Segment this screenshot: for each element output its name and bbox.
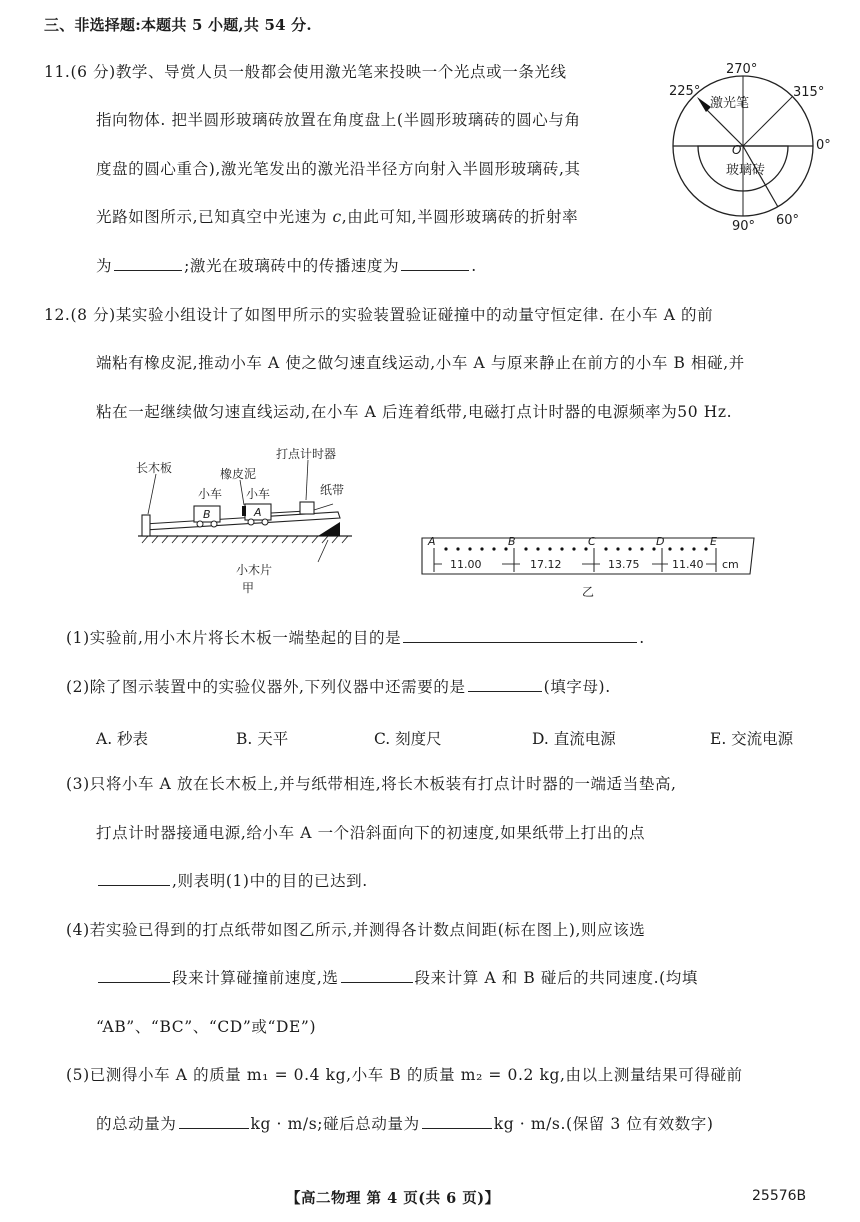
q12-blank-3[interactable]: [98, 884, 170, 886]
wood-block: [318, 522, 340, 536]
q12-part-4-line-3: “AB”、“BC”、“CD”或“DE”): [96, 1018, 317, 1036]
line-315: [743, 97, 792, 146]
tape-point-d: D: [656, 535, 665, 548]
board-leader: [148, 474, 156, 514]
option-a: A. 秒表: [96, 730, 149, 748]
label-timer: 打点计时器: [276, 447, 337, 461]
q12-part-5-line-2: 的总动量为 kg · m/s;碰后总动量为 kg · m/s.(保留 3 位有效数字): [96, 1115, 714, 1133]
label-225: 225°: [669, 84, 701, 99]
cart-a-letter: A: [254, 506, 262, 519]
q12-part-4-line-2: 段来计算碰撞前速度,选 段来计算 A 和 B 碰后的共同速度.(均填: [96, 971, 698, 987]
tape-point-b: B: [508, 535, 516, 548]
option-c: C. 刻度尺: [374, 730, 442, 748]
label-block: 小木片: [236, 563, 273, 577]
option-d: D. 直流电源: [532, 730, 616, 748]
label-glass-brick: 玻璃砖: [726, 163, 766, 178]
distance-de: 11.40: [672, 558, 704, 571]
figure-yi-tape: [418, 534, 758, 600]
laser-pen-icon: [697, 97, 711, 112]
q12-part-3-line-3: ,则表明(1)中的目的已达到.: [96, 874, 368, 890]
q12-line-2: 端粘有橡皮泥,推动小车 A 使之做匀速直线运动,小车 A 与原来静止在前方的小车 B 相碰,并: [96, 354, 745, 372]
block-leader: [318, 540, 328, 562]
q12-blank-2[interactable]: [468, 690, 542, 692]
timer-leader: [306, 460, 308, 500]
q12-part-5-line-1: (5)已测得小车 A 的质量 m₁ = 0.4 kg,小车 B 的质量 m₂ = 0.2 kg,由以上测量结果可得碰前: [66, 1066, 743, 1084]
q12-line-1: 12.(8 分)某实验小组设计了如图甲所示的实验装置验证碰撞中的动量守恒定律. 在小车 A 的前: [44, 306, 714, 324]
label-90: 90°: [732, 219, 756, 234]
q12-part-3-line-2: 打点计时器接通电源,给小车 A 一个沿斜面向下的初速度,如果纸带上打出的点: [96, 824, 646, 842]
page-footer: 【高二物理 第 4 页(共 6 页)】: [286, 1190, 500, 1207]
label-cart-a: 小车: [246, 487, 271, 501]
q11-line-2: 指向物体. 把半圆形玻璃砖放置在角度盘上(半圆形玻璃砖的圆心与角: [96, 111, 581, 129]
label-cart-b: 小车: [198, 487, 223, 501]
label-0: 0°: [816, 138, 831, 153]
label-center-O: O: [732, 143, 742, 157]
ground-hatching: [142, 536, 348, 543]
q12-part-2: (2)除了图示装置中的实验仪器外,下列仪器中还需要的是 (填字母).: [66, 678, 611, 696]
q11-line-4: 光路如图所示,已知真空中光速为 c,由此可知,半圆形玻璃砖的折射率: [96, 208, 579, 226]
tape-leader: [314, 504, 333, 510]
distance-bc: 17.12: [530, 558, 562, 571]
tape-point-a: A: [428, 535, 436, 548]
section-title: 三、非选择题:本题共 5 小题,共 54 分.: [44, 16, 312, 34]
distance-cd: 13.75: [608, 558, 640, 571]
q12-blank-1[interactable]: [403, 641, 637, 643]
option-b: B. 天平: [236, 730, 289, 748]
q12-blank-4b[interactable]: [341, 981, 413, 983]
incident-ray: [706, 109, 743, 146]
tape-point-c: C: [588, 535, 596, 548]
angle-disk-diagram: [664, 56, 850, 236]
q11-line-1: 11.(6 分)教学、导赏人员一般都会使用激光笔来投映一个光点或一条光线: [44, 63, 567, 81]
figure-jia-apparatus: [128, 440, 358, 598]
label-tape: 纸带: [320, 483, 345, 497]
figure-jia-caption: 甲: [242, 581, 255, 595]
tape-point-e: E: [710, 535, 717, 548]
cart-b-wheel: [211, 521, 217, 527]
q11-blank-speed[interactable]: [401, 269, 469, 271]
q12-blank-5a[interactable]: [179, 1127, 249, 1129]
cart-a-wheel: [262, 519, 268, 525]
cart-b-letter: B: [203, 508, 211, 521]
q12-blank-5b[interactable]: [422, 1127, 492, 1129]
distance-unit: cm: [722, 558, 739, 571]
q11-line-5: 为 ;激光在玻璃砖中的传播速度为 .: [96, 257, 477, 275]
q12-part-3-line-1: (3)只将小车 A 放在长木板上,并与纸带相连,将长木板装有打点计时器的一端适当垫高,: [66, 775, 677, 793]
board-stop: [142, 515, 150, 536]
label-270: 270°: [726, 62, 758, 77]
q11-blank-index[interactable]: [114, 269, 182, 271]
cart-a-wheel: [248, 519, 254, 525]
label-laser-pen: 激光笔: [710, 96, 750, 111]
exam-code: 25576B: [752, 1188, 807, 1204]
figure-yi-caption: 乙: [582, 585, 595, 599]
label-315: 315°: [793, 85, 825, 100]
q12-line-3: 粘在一起继续做匀速直线运动,在小车 A 后连着纸带,电磁打点计时器的电源频率为50 Hz.: [96, 403, 733, 421]
q12-blank-4a[interactable]: [98, 981, 170, 983]
cart-b-wheel: [197, 521, 203, 527]
label-putty: 橡皮泥: [220, 467, 257, 481]
putty-leader: [240, 480, 244, 505]
distance-ab: 11.00: [450, 558, 482, 571]
q12-part-4-line-1: (4)若实验已得到的打点纸带如图乙所示,并测得各计数点间距(标在图上),则应该选: [66, 921, 646, 939]
label-board: 长木板: [136, 461, 173, 475]
q12-part-1: (1)实验前,用小木片将长木板一端垫起的目的是 .: [66, 629, 645, 647]
dot-timer: [300, 502, 314, 514]
q11-line-3: 度盘的圆心重合),激光笔发出的激光沿半径方向射入半圆形玻璃砖,其: [96, 160, 581, 178]
option-e: E. 交流电源: [710, 730, 794, 748]
rubber-putty: [242, 506, 246, 516]
label-60: 60°: [776, 213, 800, 228]
